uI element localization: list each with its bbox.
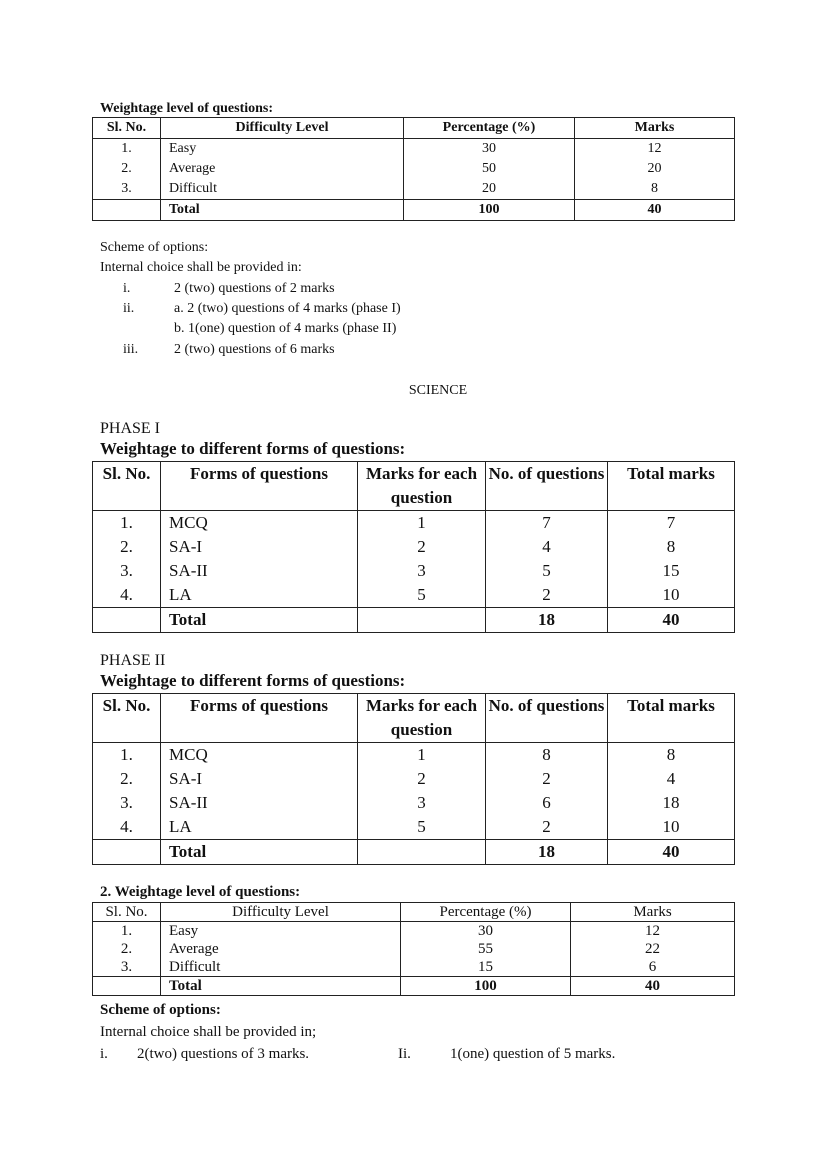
header-no-of-questions: No. of questions	[486, 694, 608, 743]
science-title: SCIENCE	[408, 383, 468, 398]
cell: MCQ	[161, 511, 358, 536]
cell: Difficult	[161, 179, 404, 200]
phase1-table	[92, 461, 735, 633]
total-marks: 40	[575, 200, 735, 221]
option-text: 1(one) question of 5 marks.	[450, 1046, 616, 1062]
cell: 4	[608, 767, 735, 791]
table-row	[93, 791, 735, 815]
header-sl-no: Sl. No.	[93, 118, 161, 139]
header-sl-no: Sl. No.	[93, 694, 161, 743]
cell: 2.	[93, 940, 161, 958]
cell: 5	[486, 559, 608, 583]
header-marks: Marks	[571, 903, 735, 922]
cell: 55	[401, 940, 571, 958]
weightage-table-2	[92, 902, 735, 996]
option-num: iii.	[123, 342, 139, 357]
cell: SA-II	[161, 791, 358, 815]
total-marks-each	[358, 840, 486, 865]
cell: 1.	[93, 139, 161, 160]
table-row	[93, 922, 735, 941]
cell: 2.	[93, 159, 161, 179]
cell: 2.	[93, 767, 161, 791]
cell: 12	[575, 139, 735, 160]
cell: 20	[575, 159, 735, 179]
table-row	[93, 159, 735, 179]
total-row	[93, 608, 735, 633]
option-text: a. 2 (two) questions of 4 marks (phase I)	[174, 301, 401, 316]
cell: 1	[358, 743, 486, 768]
cell: 1.	[93, 743, 161, 768]
cell: LA	[161, 815, 358, 840]
cell: Easy	[161, 139, 404, 160]
header-forms: Forms of questions	[161, 694, 358, 743]
phase1-heading: Weightage to different forms of questions:	[100, 439, 406, 458]
cell: 6	[571, 958, 735, 977]
phase1-label: PHASE I	[100, 420, 161, 437]
cell: 1	[358, 511, 486, 536]
header-percentage: Percentage (%)	[404, 118, 575, 139]
table-row	[93, 815, 735, 840]
table-row	[93, 940, 735, 958]
total-marks: 40	[608, 608, 735, 633]
total-row	[93, 840, 735, 865]
cell: 50	[404, 159, 575, 179]
table-row	[93, 559, 735, 583]
cell: MCQ	[161, 743, 358, 768]
weightage-table-1	[92, 117, 735, 221]
cell: SA-I	[161, 535, 358, 559]
cell: 5	[358, 815, 486, 840]
cell: SA-I	[161, 767, 358, 791]
cell: 5	[358, 583, 486, 608]
cell: 8	[575, 179, 735, 200]
cell: 6	[486, 791, 608, 815]
phase2-label: PHASE II	[100, 652, 166, 669]
phase2-heading: Weightage to different forms of questions:	[100, 671, 406, 690]
option-text: 2(two) questions of 3 marks.	[137, 1046, 310, 1062]
header-marks-each: Marks for each question	[358, 694, 486, 743]
option-num: Ii.	[398, 1046, 411, 1062]
header-forms: Forms of questions	[161, 462, 358, 511]
section2-heading: 2. Weightage level of questions:	[100, 884, 301, 900]
cell: 2.	[93, 535, 161, 559]
cell: 12	[571, 922, 735, 941]
header-percentage: Percentage (%)	[401, 903, 571, 922]
cell: 4	[486, 535, 608, 559]
option-text: b. 1(one) question of 4 marks (phase II)	[174, 321, 397, 336]
cell: 3	[358, 791, 486, 815]
cell: 30	[401, 922, 571, 941]
options2-intro: Internal choice shall be provided in;	[100, 1024, 317, 1040]
cell: 8	[608, 743, 735, 768]
cell: 3.	[93, 791, 161, 815]
total-label: Total	[161, 840, 358, 865]
total-label: Total	[161, 608, 358, 633]
section1-heading: Weightage level of questions:	[100, 101, 274, 116]
cell: 30	[404, 139, 575, 160]
option-text: 2 (two) questions of 2 marks	[174, 281, 335, 296]
table-row	[93, 511, 735, 536]
cell: 3.	[93, 559, 161, 583]
options1-intro: Internal choice shall be provided in:	[100, 260, 302, 275]
phase2-table	[92, 693, 735, 865]
option-num: i.	[123, 281, 131, 296]
total-marks: 40	[608, 840, 735, 865]
total-questions: 18	[486, 608, 608, 633]
total-marks-each	[358, 608, 486, 633]
cell: 7	[608, 511, 735, 536]
cell: 15	[608, 559, 735, 583]
table-row	[93, 535, 735, 559]
cell: 15	[401, 958, 571, 977]
total-row	[93, 977, 735, 996]
total-questions: 18	[486, 840, 608, 865]
cell: 10	[608, 815, 735, 840]
table-row	[93, 583, 735, 608]
cell: 10	[608, 583, 735, 608]
cell: 22	[571, 940, 735, 958]
option-num: i.	[100, 1046, 108, 1062]
cell: Average	[161, 940, 401, 958]
cell: 1.	[93, 922, 161, 941]
cell: 4.	[93, 815, 161, 840]
cell: 2	[358, 767, 486, 791]
cell: 8	[486, 743, 608, 768]
cell: Difficult	[161, 958, 401, 977]
options1-title: Scheme of options:	[100, 240, 209, 255]
cell: SA-II	[161, 559, 358, 583]
cell: 3.	[93, 958, 161, 977]
cell: 3	[358, 559, 486, 583]
cell: 2	[486, 583, 608, 608]
cell: Average	[161, 159, 404, 179]
cell: 18	[608, 791, 735, 815]
table-row	[93, 139, 735, 160]
cell: Easy	[161, 922, 401, 941]
cell: 4.	[93, 583, 161, 608]
header-no-of-questions: No. of questions	[486, 462, 608, 511]
cell: 2	[486, 815, 608, 840]
option-text: 2 (two) questions of 6 marks	[174, 342, 335, 357]
options2-title: Scheme of options:	[100, 1002, 221, 1018]
cell: 20	[404, 179, 575, 200]
header-difficulty: Difficulty Level	[161, 118, 404, 139]
total-label: Total	[161, 200, 404, 221]
total-percentage: 100	[401, 977, 571, 996]
table-row	[93, 958, 735, 977]
header-total-marks: Total marks	[608, 462, 735, 511]
total-percentage: 100	[404, 200, 575, 221]
cell: 3.	[93, 179, 161, 200]
header-sl-no: Sl. No.	[93, 462, 161, 511]
table-row	[93, 743, 735, 768]
header-marks: Marks	[575, 118, 735, 139]
option-num: ii.	[123, 301, 135, 316]
total-label: Total	[161, 977, 401, 996]
header-difficulty: Difficulty Level	[161, 903, 401, 922]
total-row	[93, 200, 735, 221]
cell: LA	[161, 583, 358, 608]
cell: 7	[486, 511, 608, 536]
header-total-marks: Total marks	[608, 694, 735, 743]
header-marks-each: Marks for each question	[358, 462, 486, 511]
header-sl-no: Sl. No.	[93, 903, 161, 922]
table-row	[93, 767, 735, 791]
table-row	[93, 179, 735, 200]
cell: 8	[608, 535, 735, 559]
cell: 2	[486, 767, 608, 791]
cell: 2	[358, 535, 486, 559]
cell: 1.	[93, 511, 161, 536]
total-marks: 40	[571, 977, 735, 996]
